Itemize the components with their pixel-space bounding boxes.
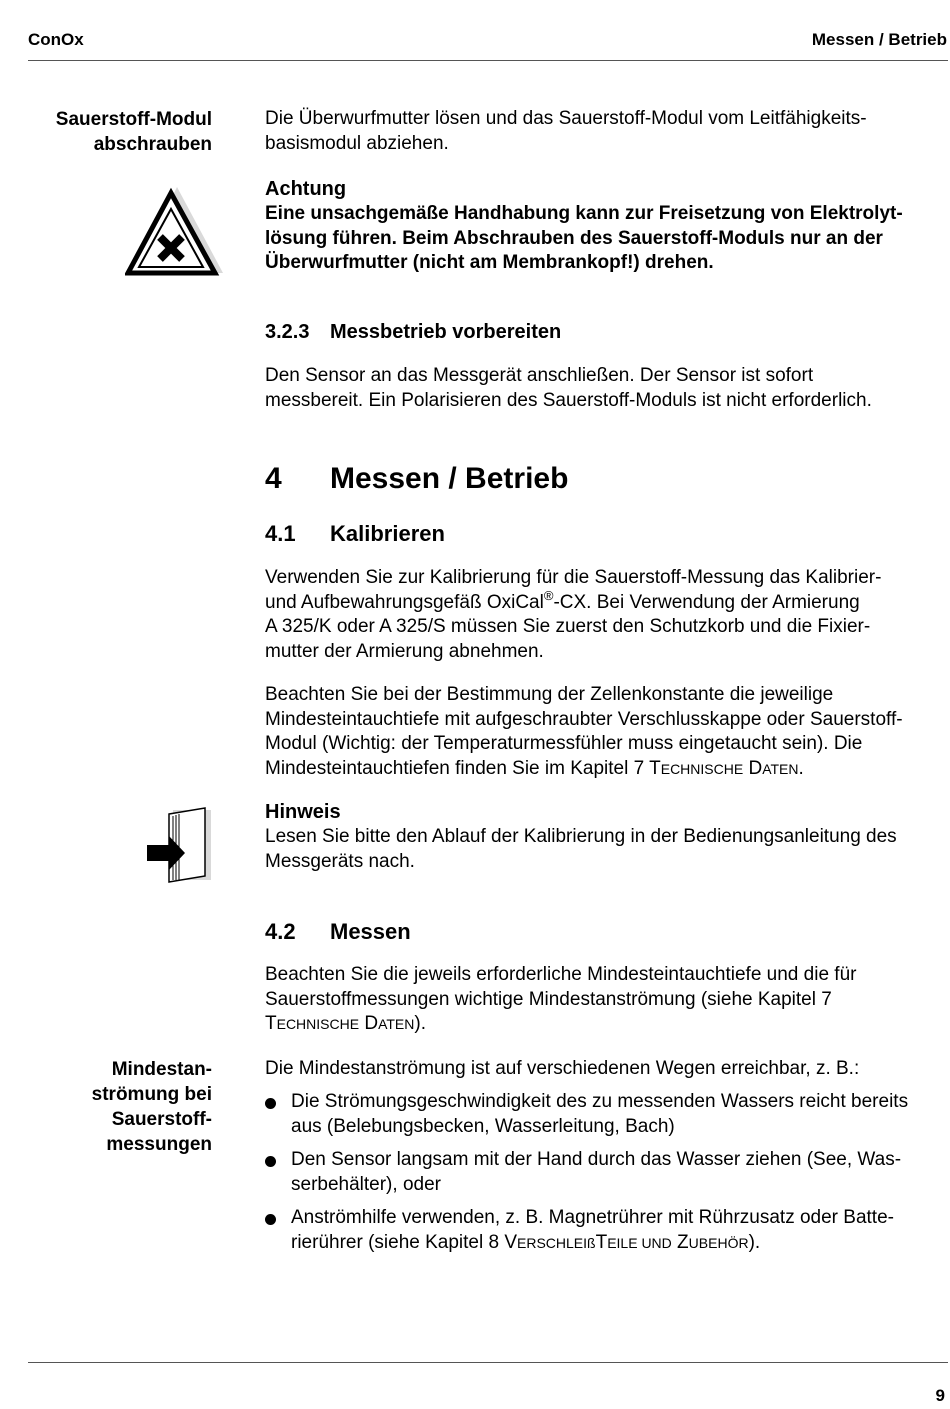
note-title: Hinweis xyxy=(265,801,341,823)
header-rule xyxy=(28,60,948,61)
calibration-text-b: -CX. Bei Verwendung der Armierung A 325/K oder A 325/S müssen Sie zuerst den Schutzkorb und die Fixier- mutter der Armierung abnehmen. xyxy=(265,591,871,662)
warning-triangle-x-icon xyxy=(125,185,225,282)
ref-end: . xyxy=(798,757,804,779)
sidebar-heading-min-flow: Mindestan- strömung bei Sauerstoff- messungen xyxy=(91,1059,212,1155)
sidebar-heading-remove-module: Sauerstoff-Modul abschrauben xyxy=(55,109,212,155)
calibration-text-a: Verwenden Sie zur Kalibrierung für die Sauerstoff-Messung das Kalibrier- und Aufbewahrungsgefäß OxiCal xyxy=(265,567,882,613)
ref-smallcaps: ECHNISCHE xyxy=(660,760,744,777)
section-4-1-heading xyxy=(265,521,445,547)
ref-smallcaps: ATEN xyxy=(378,1016,415,1032)
footer-rule xyxy=(28,1362,948,1363)
list-item-text xyxy=(291,1206,950,1255)
measure-paragraph-2: Die Mindestanströmung ist auf verschiedenen Wegen erreichbar, z. B.: xyxy=(265,1058,860,1079)
section-3-2-3-heading xyxy=(265,321,561,344)
section-number: 3.2.3 xyxy=(265,321,310,343)
bullet-icon xyxy=(265,1156,276,1167)
list-item-text: Die Strömungsgeschwindigkeit des zu messenden Wassers reicht bereits aus (Belebungsbecken, Wasserleitung, Bach) xyxy=(291,1091,909,1137)
ref-smallcaps: EILE UND xyxy=(607,1234,672,1251)
ref-smallcaps: ECHNISCHE xyxy=(276,1016,360,1032)
running-header-right: Messen / Betrieb xyxy=(811,30,947,49)
note-text: Lesen Sie bitte den Ablauf der Kalibrierung in der Bedienungsanleitung des Messgeräts nach. xyxy=(265,826,897,872)
ref-smallcaps: D xyxy=(743,757,763,779)
measure-paragraph-1 xyxy=(265,963,950,1037)
ref-smallcaps: D xyxy=(359,1013,379,1034)
bullet-icon xyxy=(265,1098,276,1109)
ref-smallcaps: Z xyxy=(671,1231,689,1253)
list-item-text: Den Sensor langsam mit der Hand durch das Wasser ziehen (See, Was- serbehälter), oder xyxy=(291,1149,902,1195)
section-3-2-3-paragraph: Den Sensor an das Messgerät anschließen. Der Sensor ist sofort messbereit. Ein Polarisieren des Sauerstoff-Moduls ist nicht erforderlich. xyxy=(265,365,872,411)
section-title: Messbetrieb vorbereiten xyxy=(330,321,562,343)
section-4-2-heading xyxy=(265,919,411,945)
calibration-paragraph-1 xyxy=(265,566,950,664)
caution-text: Eine unsachgemäße Handhabung kann zur Freisetzung von Elektrolyt- lösung führen. Beim Abschrauben des Sauerstoff-Moduls nur an der Überwurfmutter (nicht am Membrankopf!) drehen. xyxy=(265,203,903,273)
ref-smallcaps: ERSCHLEIß xyxy=(517,1234,596,1251)
ref-end: ). xyxy=(748,1231,761,1253)
ref-smallcaps: ATEN xyxy=(762,760,799,777)
ref-smallcaps: T xyxy=(649,757,661,779)
chapter-4-heading xyxy=(265,462,568,496)
ref-end: ). xyxy=(414,1013,426,1034)
calibration-text-2: Beachten Sie bei der Bestimmung der Zellenkonstante die jeweilige Mindesteintauchtiefe mit aufgeschraubter Verschlusskappe oder Sauerstoff- Modul (Wichtig: der Temperaturmessfühler muss eingetaucht sein). Die Mindesteintauchtiefen finden Sie im Kapitel 7 xyxy=(265,684,903,779)
chapter-number: 4 xyxy=(265,462,282,495)
ref-smallcaps: T xyxy=(595,1231,608,1253)
ref-smallcaps: V xyxy=(504,1231,518,1253)
section-number: 4.2 xyxy=(265,919,296,944)
page-number: 9 xyxy=(935,1386,945,1405)
calibration-paragraph-2 xyxy=(265,683,950,781)
note-book-arrow-icon xyxy=(145,806,215,891)
bullet-icon xyxy=(265,1214,276,1225)
list-item-text-a: Anströmhilfe verwenden, z. B. Magnetrührer mit Rührzusatz oder Batte- rierührer (siehe Kapitel 8 xyxy=(291,1207,894,1253)
ref-smallcaps: UBEHÖR xyxy=(688,1234,749,1251)
chapter-title: Messen / Betrieb xyxy=(330,462,569,495)
registered-mark: ® xyxy=(543,587,554,603)
caution-title: Achtung xyxy=(265,178,347,200)
ref-smallcaps: T xyxy=(265,1013,277,1034)
measure-text-1: Beachten Sie die jeweils erforderliche Mindesteintauchtiefe und die für Sauerstoffmessungen wichtige Mindestanströmung (siehe Kapitel 7 xyxy=(265,964,857,1010)
section-number: 4.1 xyxy=(265,521,296,546)
running-header-left: ConOx xyxy=(28,30,84,49)
remove-module-paragraph: Die Überwurfmutter lösen und das Sauerstoff-Modul vom Leitfähigkeits- basismodul abziehen. xyxy=(265,108,867,154)
section-title: Messen xyxy=(330,919,411,944)
section-title: Kalibrieren xyxy=(330,521,445,546)
